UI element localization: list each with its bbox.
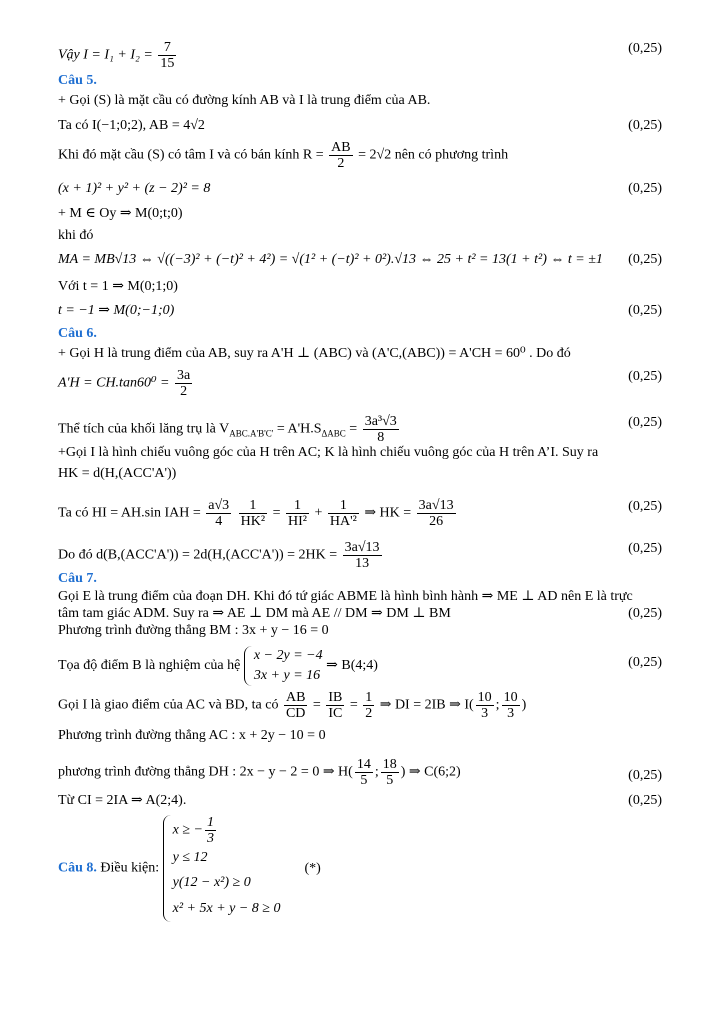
line-volume: Thể tích của khối lăng trụ là $V_{ABC.A'B'C'} = A'H.S_{\Delta ABC}$ = $\frac{\text{3a³√3}}{8}$ (0,25)	[58, 414, 662, 445]
score: (0,25)	[628, 768, 662, 783]
line-khi-do: khi đó	[58, 228, 94, 243]
fraction: $\frac{3a√13}{26}$	[418, 498, 454, 529]
fraction: $\frac{1}{\text{HK²}}$	[240, 498, 266, 529]
line-sphere-def: + Gọi (S) là mặt cầu có đường kính AB và I là trung điểm của AB.	[58, 93, 431, 108]
fraction: $\frac{1}{2}$	[365, 690, 373, 721]
fraction: $\frac{1}{\text{HI²}}$	[287, 498, 307, 529]
line-point-b: Tọa độ điểm B là nghiệm của hệ x − 2y = −4 3x + y = 16 ⇒ B(4;4) (0,25)	[58, 646, 662, 686]
line-ma-mb: MA = MB√13 ⇔ √((−3)² + (−t)² + 4²) = √(1² + (−t)² + 0²).√13 ⇔ 25 + t² = 13(1 + t²) ⇔ t = ±1 (0,25)	[58, 252, 662, 267]
fraction: $\frac{AB}{CD}$	[285, 690, 306, 721]
fraction: $\frac{10}{3}$	[503, 690, 518, 721]
line-bm-equation: Phương trình đường thẳng BM : 3x + y − 16 = 0	[58, 623, 329, 638]
line-t-positive: Với t = 1 ⇒ M(0;1;0)	[58, 279, 178, 294]
score: (0,25)	[628, 303, 662, 318]
fraction: $\frac{AB}{2}$	[331, 140, 351, 171]
line-sphere-equation: (x + 1)² + y² + (z − 2)² = 8 (0,25)	[58, 181, 662, 196]
line-orthocenter: tâm tam giác ADM. Suy ra ⇒ AE ⊥ DM mà AE // DM ⇒ DM ⊥ BM (0,25)	[58, 606, 662, 621]
fraction: $\frac{18}{5}$	[382, 757, 397, 788]
line-m-on-oy: + M ∈ Oy ⇒ M(0;t;0)	[58, 206, 183, 221]
line-hk-distance: HK = d(H,(ACC'A'))	[58, 466, 177, 481]
fraction: $\frac{a√3}{4}$	[208, 498, 230, 529]
fraction: $\frac{1}{\text{HA'²}}$	[329, 498, 357, 529]
score: (0,25)	[628, 118, 662, 133]
line-h-midpoint: + Gọi H là trung điểm của AB, suy ra A'H ⊥ (ABC) và (A'C,(ABC)) = A'CH = 60⁰ . Do đó	[58, 346, 571, 361]
equation-system: x − 2y = −4 3x + y = 16	[244, 646, 323, 686]
fraction: $\frac{IB}{IC}$	[328, 690, 343, 721]
condition-marker: (*)	[304, 860, 321, 876]
fraction: $\frac{10}{3}$	[477, 690, 492, 721]
line-hi-hk: Ta có HI = AH.sin IAH = $\frac{a√3}{4}$ $\frac{1}{\text{HK²}}$ = $\frac{1}{\text{HI²}}$ + $\frac{1}{\text{HA'²}}$ ⇒ HK = $\frac{3a√13}{26}$ (0,25)	[58, 498, 662, 529]
line-conclusion-i: Vậy I = I₁ + I₂ = $\frac{7}{15}$ (0,25)	[58, 40, 662, 71]
line-t-negative: t = −1 ⇒ M(0;−1;0) (0,25)	[58, 303, 662, 318]
fraction: $\frac{\text{3a³√3}}{8}$	[364, 414, 397, 445]
condition-label: Điều kiện:	[96, 860, 163, 876]
question-6-heading: Câu 6.	[58, 326, 97, 341]
condition-system: x ≥ − $\frac{1}{3}$ y ≤ 12 y(12 − x²) ≥ 0 x² + 5x + y − 8 ≥ 0	[163, 815, 281, 922]
fraction: $\frac{3a}{2}$	[177, 368, 191, 399]
line-radius: Khi đó mặt cầu (S) có tâm I và có bán kính R = $\frac{AB}{2}$ = 2√2 nên có phương trình	[58, 140, 509, 171]
line-a-h: A'H = CH.tan60⁰ = $\frac{3a}{2}$ (0,25)	[58, 368, 662, 399]
line-point-a: Từ CI = 2IA ⇒ A(2;4). (0,25)	[58, 793, 662, 808]
line-e-midpoint: Gọi E là trung điểm của đoạn DH. Khi đó tứ giác ABME là hình bình hành ⇒ ME ⊥ AD nên E là trực	[58, 589, 633, 604]
score: (0,25)	[628, 793, 662, 808]
score: (0,25)	[628, 541, 662, 556]
score: (0,25)	[628, 369, 662, 384]
question-8-block	[58, 815, 662, 922]
fraction: $\frac{1}{3}$	[206, 815, 214, 846]
line-dh-equation: phương trình đường thẳng DH : 2x − y − 2 = 0 ⇒ H( $\frac{14}{5}$ ; $\frac{18}{5}$ ) ⇒ C(6;2) (0,25)	[58, 757, 662, 788]
question-5-heading: Câu 5.	[58, 73, 97, 88]
score: (0,25)	[628, 606, 662, 621]
question-7-heading: Câu 7.	[58, 571, 97, 586]
score: (0,25)	[628, 415, 662, 430]
score: (0,25)	[628, 499, 662, 514]
score: (0,25)	[628, 41, 662, 56]
fraction: $\frac{7}{15}$	[160, 40, 175, 71]
line-center-ab: Ta có I(−1;0;2), AB = 4√2 (0,25)	[58, 118, 662, 133]
score: (0,25)	[628, 181, 662, 196]
score: (0,25)	[628, 252, 662, 267]
line-distance-b: Do đó d(B,(ACC'A')) = 2d(H,(ACC'A')) = 2HK = $\frac{3a√13}{13}$ (0,25)	[58, 540, 662, 571]
question-8-heading: Câu 8.	[58, 860, 97, 876]
line-ac-equation: Phương trình đường thẳng AC : x + 2y − 10 = 0	[58, 728, 326, 743]
line-point-i: Gọi I là giao điểm của AC và BD, ta có $\frac{AB}{CD}$ = $\frac{IB}{IC}$ = $\frac{1}{2}$ ⇒ DI = 2IB ⇒ I( $\frac{10}{3}$ ; $\frac{10}{3}$ )	[58, 690, 527, 721]
score: (0,25)	[628, 655, 662, 670]
fraction: $\frac{14}{5}$	[356, 757, 371, 788]
fraction: $\frac{3a√13}{13}$	[344, 540, 380, 571]
line-projection: +Gọi I là hình chiếu vuông góc của H trên AC; K là hình chiếu vuông góc của H trên A’I. Suy ra	[58, 445, 599, 460]
